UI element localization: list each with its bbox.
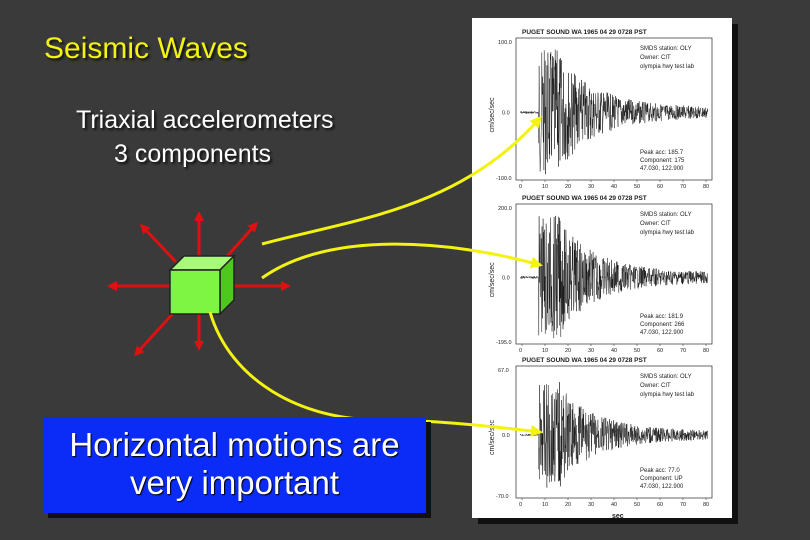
x-tick-label: 10 [542,184,549,190]
x-tick-label: 10 [542,502,549,508]
x-tick-label: 0 [519,348,523,354]
x-axis-label: sec [612,513,624,518]
seismogram-panel [472,18,732,518]
peak-info-line: 47.030, 122.900 [640,484,684,490]
x-tick-label: 30 [588,502,595,508]
subtitle-line-2: 3 components [114,140,272,168]
station-info-line: SMDS station: OLY [640,212,692,218]
y-tick-bottom: -100.0 [496,176,512,182]
x-tick-label: 50 [634,348,641,354]
x-tick-label: 0 [519,184,523,190]
arrow-down-left [136,308,178,354]
peak-info-line: Component: 175 [640,158,685,164]
y-tick-mid: 0.0 [502,275,510,282]
x-tick-label: 50 [634,502,641,508]
x-tick-label: 60 [657,348,664,354]
peak-info-line: Peak acc: 185.7 [640,150,684,156]
station-info-line: Owner: CIT [640,383,671,389]
callout-box [43,417,426,513]
x-tick-label: 0 [519,502,523,508]
peak-info-line: Component: 266 [640,322,685,328]
peak-info-line: Component: UP [640,476,683,482]
y-axis-label: cm/sec/sec [489,419,496,455]
y-axis-label: cm/sec/sec [489,262,496,298]
x-tick-label: 20 [565,502,572,508]
station-info-line: Owner: CIT [640,55,671,61]
x-tick-label: 80 [703,348,710,354]
x-tick-label: 80 [703,184,710,190]
x-tick-label: 50 [634,184,641,190]
y-tick-top: 200.0 [498,206,512,212]
x-tick-label: 40 [611,502,618,508]
seismogram-plots [472,18,732,518]
peak-info-line: 47.030, 122.900 [640,330,684,336]
x-tick-label: 10 [542,348,549,354]
y-tick-bottom: -70.0 [496,494,509,500]
station-info-line: SMDS station: OLY [640,374,692,380]
callout-line-1: Horizontal motions are [69,426,400,463]
x-tick-label: 70 [680,502,687,508]
x-tick-label: 40 [611,184,618,190]
y-tick-mid: 0.0 [502,110,510,117]
station-info-line: Owner: CIT [640,221,671,227]
station-info-line: SMDS station: OLY [640,46,692,52]
callout-line-2: very important [129,464,340,501]
x-tick-label: 80 [703,502,710,508]
y-tick-top: 100.0 [498,40,512,46]
peak-info-line: 47.030, 122.900 [640,166,684,172]
seismogram-header: PUGET SOUND WA 1965 04 29 0728 PST [522,357,647,364]
y-tick-bottom: -195.0 [496,340,512,346]
arrow-up-left [142,226,176,262]
y-tick-top: 67.0 [498,368,509,374]
station-info-line: olympia hwy test lab [640,230,695,236]
x-tick-label: 70 [680,184,687,190]
peak-info-line: Peak acc: 77.0 [640,468,680,474]
x-tick-label: 60 [657,502,664,508]
subtitle-line-1: Triaxial accelerometers [76,106,334,134]
peak-info-line: Peak acc: 181.9 [640,314,684,320]
x-tick-label: 40 [611,348,618,354]
x-tick-label: 30 [588,184,595,190]
slide-title: Seismic Waves [44,32,248,65]
x-tick-label: 20 [565,184,572,190]
sensor-cube [170,256,234,314]
seismogram-header: PUGET SOUND WA 1965 04 29 0728 PST [522,29,647,36]
x-tick-label: 60 [657,184,664,190]
y-tick-mid: 0.0 [502,433,510,439]
y-axis-label: cm/sec/sec [489,97,496,133]
x-tick-label: 70 [680,348,687,354]
x-tick-label: 30 [588,348,595,354]
station-info-line: olympia hwy test lab [640,64,695,70]
station-info-line: olympia hwy test lab [640,392,695,398]
x-tick-label: 20 [565,348,572,354]
seismogram-header: PUGET SOUND WA 1965 04 29 0728 PST [522,195,647,202]
